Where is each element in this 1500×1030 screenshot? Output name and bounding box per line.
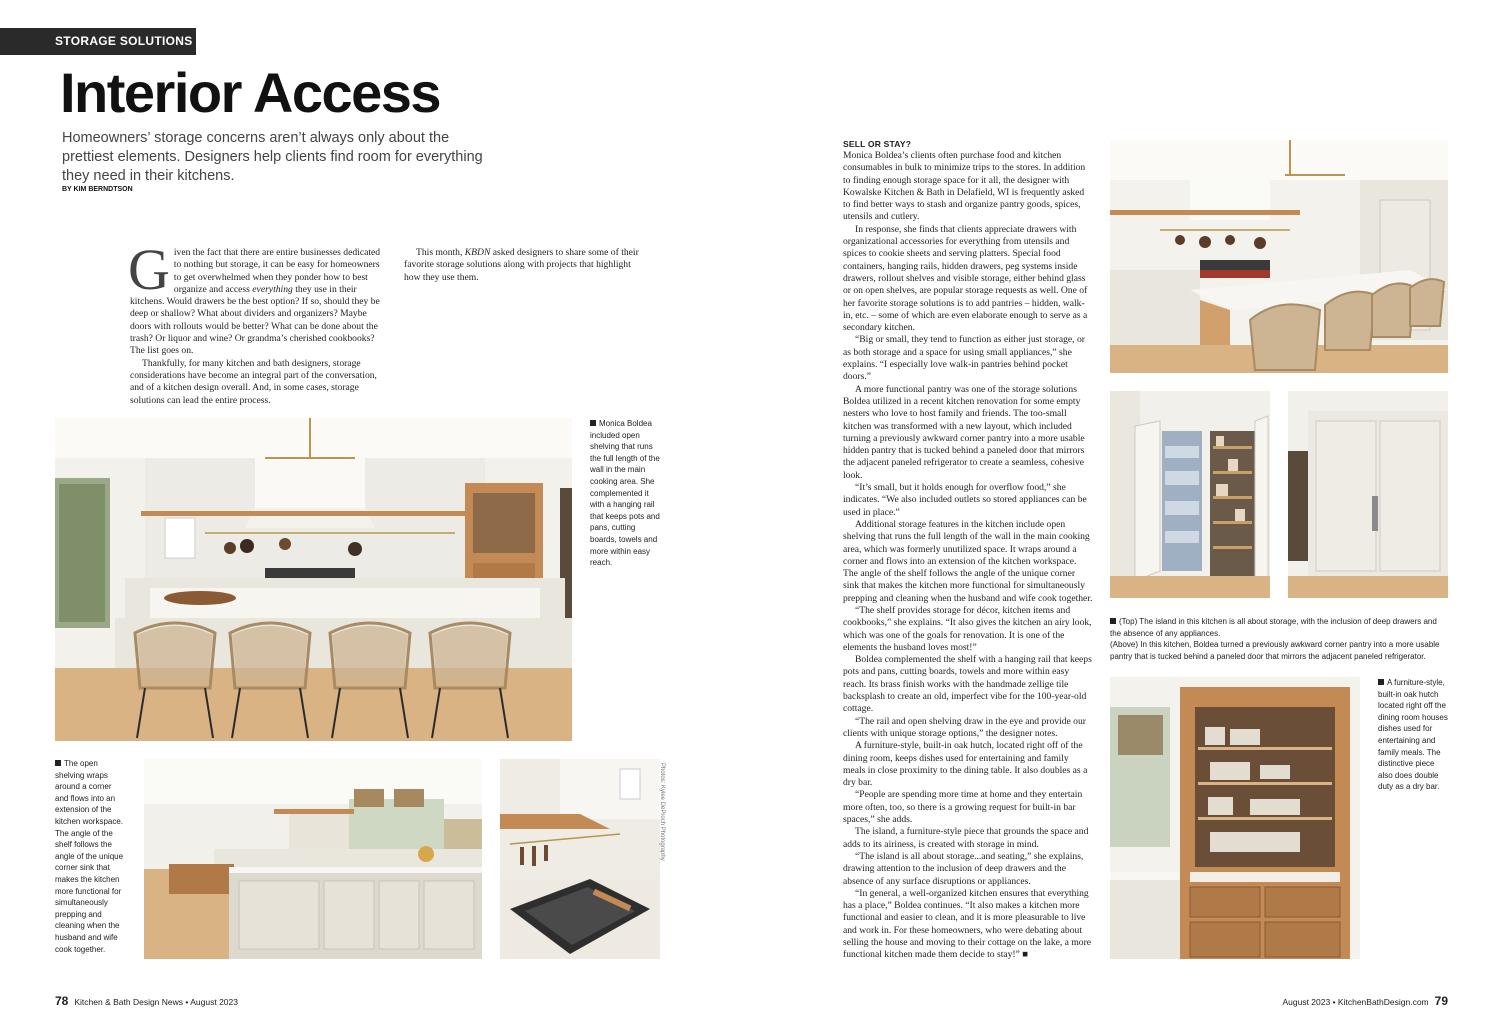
caption-text: (Top) The island in this kitchen is all about storage, with the inclusion of deep drawers and the absence of any appliances. [1110, 617, 1437, 638]
article-deck: Homeowners’ storage concerns aren’t always only about the prettiest elements. Designers help clients find room for everything they need in their kitchens. [62, 130, 483, 184]
body-paragraph: “The rail and open shelving draw in the eye and provide our clients with unique storage options,” the designer notes. [843, 715, 1086, 739]
page-number: 79 [1434, 994, 1448, 1008]
island-pantry-caption [1110, 616, 1450, 662]
body-column-1 [128, 237, 388, 407]
caption-text: Monica Boldea included open shelving that runs the full length of the wall in the main cooking area. She complemented it with a hanging rail that keeps pots and pans, cutting boards, towels and more within easy reach. [590, 419, 660, 568]
caption-marker-icon [55, 760, 61, 766]
drop-cap: G [128, 237, 170, 302]
folio-left [55, 994, 238, 1008]
text-run: This month, [416, 247, 465, 258]
section-tag: STORAGE SOLUTIONS [0, 28, 196, 55]
caption-text: A furniture-style, built-in oak hutch located right off the dining room houses dishes used for entertaining and family meals. The distinctive piece also does double duty as a dry bar. [1378, 678, 1448, 792]
main-photo-caption [590, 418, 662, 569]
pantry-open-photo [1110, 391, 1270, 598]
caption-marker-icon [590, 420, 596, 426]
main-kitchen-photo [55, 418, 572, 741]
body-paragraph: A more functional pantry was one of the storage solutions Boldea utilized in a recent kitchen renovation for some empty nesters who love to host family and friends. The too-small kitchen was transformed with a new layout, which included turning a previously awkward corner pantry into a more usable hidden pantry that is tucked behind a paneled door that mirrors the adjacent paneled refrigerator to create a seamless, cohesive look. [843, 383, 1085, 481]
body-paragraph: Monica Boldea’s clients often purchase food and kitchen consumables in bulk to minimize trips to the stores. In addition to finding enough storage space for it all, the designer with Kowalske Kitchen & Bath in Delafield, WI is frequently asked to find better ways to stash and organize pantry goods, spices, utensils and cutlery. [843, 150, 1086, 223]
corner-sink-photo [500, 759, 660, 959]
photo-credit: Photos: Kylee DeProch Photography [659, 763, 665, 861]
body-column-2 [404, 247, 642, 284]
island-photo [1110, 140, 1448, 373]
text-emphasis: KBDN [464, 247, 491, 258]
body-paragraph: A furniture-style, built-in oak hutch, located right off of the dining room, keeps dishes used for entertaining and family meals in close proximity to the dining table. It also doubles as a dry bar. [843, 740, 1088, 789]
text-run: asked designers to share some of their favorite storage solutions along with projects that highlight how they use them. [404, 247, 639, 283]
article-title: Interior Access [60, 61, 441, 124]
body-paragraph: “People are spending more time at home and they entertain more often, too, so there is a growing request for built-in bar spaces,” she adds. [843, 789, 1083, 826]
body-paragraph: “It’s small, but it holds enough for overflow food,” she indicates. “We also included outlets so stored appliances can be used in place.” [843, 482, 1087, 518]
caption-text: The open shelving wraps around a corner and flows into an extension of the kitchen workspace. The angle of the shelf follows the angle of the unique corner sink that makes the kitchen more functional for simultaneously prepping and cleaning when the husband and wife cook together. [55, 759, 124, 954]
body-paragraph: In response, she finds that clients appreciate drawers with organizational accessories for everything from utensils and spices to cookie sheets and serving platters. Special food containers, hanging rails, hidden drawers, peg systems inside drawers, rollout shelves and visible storage, either behind glass or on open shelves, are popular storage requests as well. One of her favorite storage solutions is to add pantries – hidden, walk-in, etc. – some of which are even elaborate enough to serve as a secondary kitchen. [843, 223, 1088, 334]
page-number: 78 [55, 994, 69, 1008]
body-paragraph: Thankfully, for many kitchen and bath designers, storage considerations have become an integral part of the conversation, and of a kitchen design overall. And, in some cases, storage solutions can lead the entire process. [130, 357, 377, 406]
body-paragraph: Boldea complemented the shelf with a hanging rail that keeps pots and pans, cutting boards, towels and more within easy reach. Its brass finish works with the handmade zellige tile backsplash to create an old, imperfect vibe for the 100-year-old cottage. [843, 654, 1092, 715]
text-run: iven the fact that there are entire businesses dedicated to nothing but storage, it can be easy for homeowners to get overwhelmed when they ponder how to best organize and access [173, 247, 381, 295]
caption-marker-icon [1378, 679, 1384, 685]
body-paragraph [404, 247, 642, 284]
body-paragraph: Additional storage features in the kitchen include open shelving that runs the full length of the wall in the main cooking area, which was formerly unutilized space. It wraps around a corner and flows into an extension of the kitchen workspace. The angle of the shelf follows the angle of the unique corner sink that makes the kitchen more functional for simultaneously prepping and cleaning when the husband and wife cook together. [843, 518, 1093, 604]
folio-right [1282, 994, 1448, 1008]
pantry-closed-photo [1288, 391, 1448, 598]
corner-kitchen-photo [144, 759, 482, 959]
folio-text: Kitchen & Bath Design News • August 2023 [74, 997, 238, 1007]
body-paragraph: “The island is all about storage...and seating,” she explains, drawing attention to the inclusion of deep drawers and the absence of any surface disruptions or appliances. [843, 850, 1084, 887]
hutch-caption [1378, 677, 1448, 793]
body-paragraph: The island, a furniture-style piece that grounds the space and adds to its airiness, is created with storage in mind. [843, 826, 1089, 850]
body-paragraph: “In general, a well-organized kitchen ensures that everything has a place,” Boldea continues. “It also makes a kitchen more functional and easier to clean, and it is more pleasurable to live and work in. For these homeowners, who were debating about selling the house and moving to their cottage on the lake, a more functional kitchen made them decide to stay!” ■ [843, 887, 1092, 961]
body-paragraph: “Big or small, they tend to function as either just storage, or as both storage and a space for using small appliances,” she explains. “I especially love walk-in pantries behind pocket doors.” [843, 334, 1085, 383]
body-column-3 [843, 138, 1093, 962]
subhead: SELL OR STAY? [843, 139, 912, 149]
byline: BY KIM BERNDTSON [62, 186, 133, 193]
text-emphasis: everything [252, 283, 293, 295]
folio-text: August 2023 • KitchenBathDesign.com [1282, 997, 1429, 1007]
text-run: they use in their kitchens. Would drawers be the best option? If so, should they be deep or shallow? What about dividers and organizers? Maybe doors with rollouts would be better? What can be done about the trash? Or liquor and wine? Or grandma’s cherished cookbooks? The list goes on. [130, 283, 380, 357]
body-paragraph: “The shelf provides storage for décor, kitchen items and cookbooks,” she explains. “It also gives the kitchen an airy look, which was one of the goals for renovation. It is one of the elements the husband loves most!” [843, 604, 1092, 653]
oak-hutch-photo [1110, 677, 1360, 959]
caption-text: (Above) In this kitchen, Boldea turned a previously awkward corner pantry into a more usable pantry that is tucked behind a paneled door that mirrors the adjacent paneled refrigerator. [1110, 640, 1440, 661]
corner-photo-caption [55, 758, 127, 955]
caption-marker-icon [1110, 618, 1116, 624]
body-paragraph [128, 237, 388, 358]
